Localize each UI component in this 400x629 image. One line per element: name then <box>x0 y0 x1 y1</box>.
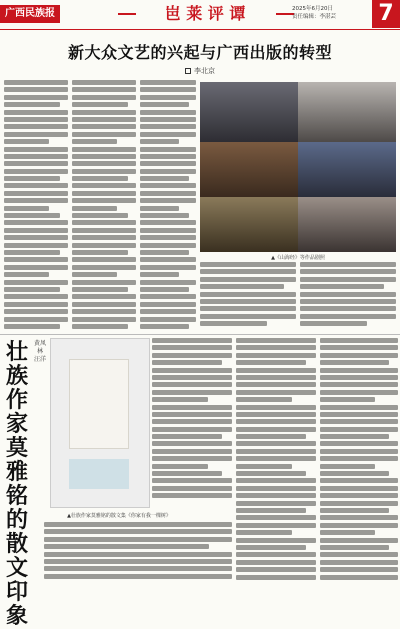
text-line <box>44 559 232 564</box>
book-caption: ▲壮族作家莫雅铭的散文集《你家有我一棵树》 <box>67 513 171 519</box>
text-line <box>72 117 136 122</box>
text-line <box>140 80 196 85</box>
title-char: 壮 <box>5 339 28 365</box>
vertical-byline: 黄凤林 汪洋 <box>34 340 47 363</box>
text-line <box>236 427 316 432</box>
text-line <box>320 560 398 565</box>
header-rule <box>0 29 400 30</box>
text-line <box>152 427 232 432</box>
text-line <box>320 478 398 483</box>
text-line <box>320 434 389 439</box>
text-line <box>236 560 316 565</box>
text-line <box>320 360 389 365</box>
text-line <box>4 265 68 270</box>
text-line <box>72 124 136 129</box>
text-line <box>152 456 232 461</box>
text-line <box>4 206 49 211</box>
text-line <box>4 198 68 203</box>
text-line <box>44 544 209 549</box>
text-line <box>72 243 136 248</box>
text-line <box>140 243 196 248</box>
text-line <box>152 368 232 373</box>
text-line <box>44 522 232 527</box>
text-line <box>236 456 316 461</box>
text-line <box>140 132 196 137</box>
title-char: 象 <box>5 603 28 629</box>
text-line <box>152 471 222 476</box>
text-line <box>236 382 316 387</box>
title-char: 家 <box>5 411 28 437</box>
text-line <box>4 294 68 299</box>
text-line <box>4 324 60 329</box>
text-line <box>300 321 367 326</box>
text-line <box>320 456 398 461</box>
text-line <box>72 191 136 196</box>
text-line <box>140 117 196 122</box>
text-line <box>236 523 316 528</box>
article-body-col3 <box>140 80 196 332</box>
drama-stills-photo <box>200 82 396 252</box>
text-line <box>4 287 60 292</box>
text-line <box>236 478 316 483</box>
text-line <box>236 441 316 446</box>
text-line <box>236 575 316 580</box>
text-line <box>152 345 232 350</box>
text-line <box>320 397 375 402</box>
text-line <box>320 412 398 417</box>
text-line <box>4 139 49 144</box>
text-line <box>236 375 316 380</box>
text-line <box>4 161 68 166</box>
text-line <box>152 353 232 358</box>
text-line <box>4 309 68 314</box>
text-line <box>140 198 196 203</box>
text-line <box>300 306 396 311</box>
text-line <box>140 257 196 262</box>
newspaper-brand: 广西民族报 <box>0 5 60 23</box>
text-line <box>320 515 398 520</box>
text-line <box>320 538 398 543</box>
text-line <box>72 220 136 225</box>
title-char: 文 <box>5 555 28 581</box>
text-line <box>72 154 136 159</box>
text-line <box>72 102 128 107</box>
text-line <box>300 269 396 274</box>
article-headline: 新大众文艺的兴起与广西出版的转型 <box>67 43 332 62</box>
text-line <box>200 284 284 289</box>
text-line <box>4 102 60 107</box>
byline-square-icon <box>185 68 191 74</box>
text-line <box>320 508 389 513</box>
text-line <box>72 139 117 144</box>
text-line <box>152 375 232 380</box>
still-2 <box>298 82 396 142</box>
text-line <box>152 397 208 402</box>
text-line <box>72 317 136 322</box>
section-divider <box>0 334 400 335</box>
text-line <box>152 493 232 498</box>
text-line <box>152 405 232 410</box>
text-line <box>140 265 196 270</box>
text-line <box>300 314 396 319</box>
text-line <box>72 294 136 299</box>
text-line <box>320 427 398 432</box>
article-byline <box>0 66 400 76</box>
text-line <box>4 176 60 181</box>
text-line <box>236 464 292 469</box>
text-line <box>4 257 68 262</box>
text-line <box>140 139 179 144</box>
text-line <box>320 405 398 410</box>
text-line <box>72 309 136 314</box>
text-line <box>72 198 136 203</box>
text-line <box>320 530 375 535</box>
text-line <box>152 338 232 343</box>
text-line <box>4 87 68 92</box>
text-line <box>320 552 398 557</box>
text-line <box>72 280 136 285</box>
text-line <box>152 449 232 454</box>
text-line <box>140 176 189 181</box>
text-line <box>4 280 68 285</box>
text-line <box>4 80 68 85</box>
title-char: 族 <box>5 363 28 389</box>
text-line <box>236 530 292 535</box>
text-line <box>72 272 117 277</box>
text-line <box>4 250 60 255</box>
text-line <box>152 390 232 395</box>
text-line <box>140 220 196 225</box>
text-line <box>72 287 128 292</box>
text-line <box>320 353 398 358</box>
text-line <box>72 250 128 255</box>
title-char: 印 <box>5 579 28 605</box>
text-line <box>140 147 196 152</box>
text-line <box>236 368 316 373</box>
text-line <box>72 80 136 85</box>
text-line <box>200 262 296 267</box>
text-line <box>200 321 267 326</box>
text-line <box>72 132 136 137</box>
text-line <box>72 213 128 218</box>
text-line <box>44 552 232 557</box>
text-line <box>300 277 396 282</box>
text-line <box>140 213 189 218</box>
text-line <box>140 206 179 211</box>
vertical-title <box>4 340 30 628</box>
text-line <box>320 501 398 506</box>
text-line <box>236 405 316 410</box>
text-line <box>4 110 68 115</box>
text-line <box>72 176 128 181</box>
text-line <box>236 419 316 424</box>
text-line <box>236 397 292 402</box>
title-char: 的 <box>5 507 28 533</box>
text-line <box>4 220 68 225</box>
text-line <box>44 574 232 579</box>
essay-body-col1 <box>152 338 232 504</box>
still-4 <box>298 142 396 197</box>
text-line <box>4 302 68 307</box>
text-line <box>320 471 389 476</box>
text-line <box>140 287 189 292</box>
text-line <box>236 360 306 365</box>
byline-text: 李北京 <box>194 67 215 75</box>
text-line <box>320 449 398 454</box>
editor-credit: 责任编辑：李湛芸 <box>292 14 337 20</box>
text-line <box>236 567 316 572</box>
text-line <box>320 345 398 350</box>
text-line <box>320 545 389 550</box>
book-cover-decor <box>69 359 129 449</box>
text-line <box>4 243 68 248</box>
still-3 <box>200 142 298 197</box>
text-line <box>200 277 296 282</box>
text-line <box>140 87 196 92</box>
text-line <box>320 419 398 424</box>
text-line <box>236 508 306 513</box>
essay-body-col3 <box>320 338 398 588</box>
text-line <box>152 464 208 469</box>
text-line <box>72 147 136 152</box>
text-line <box>72 257 136 262</box>
text-line <box>236 449 316 454</box>
article-body-col2 <box>72 80 136 332</box>
text-line <box>200 292 296 297</box>
text-line <box>140 235 196 240</box>
page-number: 7 <box>372 0 400 28</box>
text-line <box>152 441 232 446</box>
text-line <box>72 302 136 307</box>
text-line <box>320 338 398 343</box>
title-char: 莫 <box>5 435 28 461</box>
column-title: 岜 莱 评 谭 <box>164 4 246 23</box>
text-line <box>236 545 306 550</box>
text-line <box>72 324 128 329</box>
text-line <box>320 567 398 572</box>
text-line <box>4 117 68 122</box>
essay-body-col2 <box>236 338 316 588</box>
text-line <box>140 161 196 166</box>
text-line <box>4 132 68 137</box>
text-line <box>72 235 136 240</box>
text-line <box>4 228 68 233</box>
title-char: 铭 <box>5 483 28 509</box>
text-line <box>236 515 316 520</box>
text-line <box>320 493 398 498</box>
photo-caption: ▲《山海经》等作品剧照 <box>271 255 325 261</box>
text-line <box>4 95 68 100</box>
text-line <box>152 412 232 417</box>
page-header <box>0 0 400 30</box>
text-line <box>140 324 189 329</box>
text-line <box>72 183 136 188</box>
text-line <box>4 191 68 196</box>
text-line <box>44 537 232 542</box>
book-cover-photo <box>50 338 150 508</box>
text-line <box>4 169 68 174</box>
text-line <box>140 191 196 196</box>
text-line <box>44 566 232 571</box>
text-line <box>320 464 375 469</box>
text-line <box>236 493 316 498</box>
text-line <box>320 441 398 446</box>
text-line <box>320 390 398 395</box>
text-line <box>72 87 136 92</box>
text-line <box>236 434 306 439</box>
text-line <box>140 183 196 188</box>
text-line <box>152 419 232 424</box>
still-6 <box>298 197 396 252</box>
text-line <box>320 375 398 380</box>
text-line <box>152 478 232 483</box>
text-line <box>152 382 232 387</box>
text-line <box>320 382 398 387</box>
text-line <box>140 228 196 233</box>
text-line <box>236 412 316 417</box>
still-1 <box>200 82 298 142</box>
text-line <box>140 110 196 115</box>
text-line <box>72 228 136 233</box>
text-line <box>72 95 136 100</box>
article-body-col5 <box>300 262 396 332</box>
text-line <box>200 299 296 304</box>
text-line <box>140 154 196 159</box>
text-line <box>236 345 316 350</box>
text-line <box>72 265 136 270</box>
title-char: 散 <box>5 531 28 557</box>
text-line <box>4 272 49 277</box>
text-line <box>300 299 396 304</box>
text-line <box>236 471 306 476</box>
text-line <box>320 523 398 528</box>
article-body-col1 <box>4 80 68 332</box>
text-line <box>320 368 398 373</box>
text-line <box>152 434 222 439</box>
title-char: 雅 <box>5 459 28 485</box>
text-line <box>200 269 296 274</box>
text-line <box>44 529 232 534</box>
text-line <box>152 486 232 491</box>
text-line <box>4 154 68 159</box>
text-line <box>72 206 117 211</box>
text-line <box>140 309 196 314</box>
title-char: 作 <box>5 387 28 413</box>
text-line <box>4 213 60 218</box>
book-cover-band <box>69 459 129 489</box>
text-line <box>140 272 179 277</box>
text-line <box>236 390 316 395</box>
text-line <box>72 169 136 174</box>
text-line <box>140 250 189 255</box>
text-line <box>236 486 316 491</box>
text-line <box>140 124 196 129</box>
text-line <box>236 353 316 358</box>
issue-date: 2025年6月20日 <box>292 6 333 12</box>
text-line <box>300 284 384 289</box>
text-line <box>140 102 189 107</box>
still-5 <box>200 197 298 252</box>
text-line <box>4 147 68 152</box>
text-line <box>140 294 196 299</box>
essay-body-col4 <box>44 522 232 588</box>
article-body-col4 <box>200 262 296 332</box>
text-line <box>4 124 68 129</box>
text-line <box>200 314 296 319</box>
text-line <box>72 110 136 115</box>
text-line <box>300 292 396 297</box>
text-line <box>4 183 68 188</box>
text-line <box>4 235 68 240</box>
text-line <box>236 501 316 506</box>
text-line <box>72 161 136 166</box>
text-line <box>140 302 196 307</box>
text-line <box>140 280 196 285</box>
text-line <box>300 262 396 267</box>
text-line <box>320 486 398 491</box>
text-line <box>236 338 316 343</box>
text-line <box>200 306 296 311</box>
text-line <box>140 95 196 100</box>
text-line <box>320 575 398 580</box>
text-line <box>4 317 68 322</box>
text-line <box>152 360 222 365</box>
text-line <box>236 552 316 557</box>
text-line <box>236 538 316 543</box>
text-line <box>140 317 196 322</box>
text-line <box>140 169 196 174</box>
